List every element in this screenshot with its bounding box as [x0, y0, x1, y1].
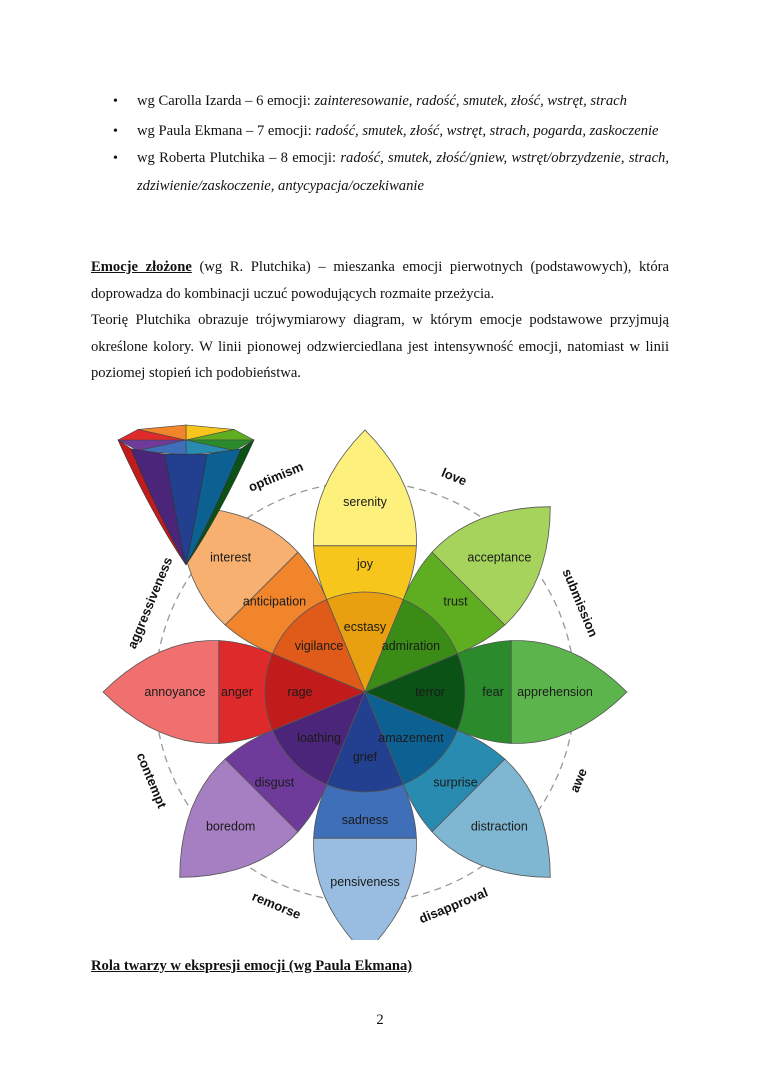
label-trust: trust [443, 594, 468, 609]
label-loathing: loathing [297, 730, 341, 745]
label-distraction: distraction [470, 819, 528, 834]
theory-emotions: radość, smutek, złość, wstręt, strach, pogarda, zaskoczenie [315, 122, 659, 139]
label-joy: joy [357, 557, 373, 571]
dyad-awe: awe [566, 766, 590, 795]
label-anger: anger [221, 685, 253, 699]
label-rage: rage [287, 685, 313, 699]
label-acceptance: acceptance [467, 550, 532, 565]
label-surprise: surprise [433, 775, 478, 790]
list-item [91, 118, 669, 146]
label-admiration: admiration [381, 639, 441, 654]
bullet-icon: • [113, 123, 118, 139]
theory-prefix: wg Roberta Plutchika – 8 emocji: [137, 150, 341, 166]
petal-middle-joy [314, 546, 417, 600]
dyad-optimism: optimism [246, 458, 306, 495]
label-ecstasy: ecstasy [343, 620, 387, 634]
label-amazement: amazement [378, 730, 444, 745]
page-number: 2 [376, 1012, 384, 1028]
dyad-aggressiveness: aggressiveness [124, 554, 176, 651]
term-complex-emotions: Emocje złożone [91, 259, 192, 275]
petal-outer-sadness [314, 838, 417, 940]
section-heading: Rola twarzy w ekspresji emocji (wg Paula Ekmana) [91, 958, 413, 974]
dyad-remorse: remorse [250, 888, 304, 923]
label-serenity: serenity [343, 495, 387, 509]
label-boredom: boredom [205, 819, 256, 834]
dyad-love: love [439, 464, 470, 489]
theory-emotions: zainteresowanie, radość, smutek, złość, wstręt, strach [314, 93, 627, 109]
label-disgust: disgust [254, 775, 295, 790]
complex-emotions-paragraph [91, 254, 669, 387]
dyad-disapproval: disapproval [416, 884, 490, 927]
dyad-submission: submission [559, 566, 602, 640]
label-anticipation: anticipation [242, 594, 307, 609]
list-item [91, 88, 669, 116]
bullet-icon: • [113, 94, 118, 109]
label-apprehension: apprehension [517, 685, 593, 699]
bullet-icon: • [113, 151, 118, 166]
label-annoyance: annoyance [144, 685, 206, 699]
theory-prefix: wg Paula Ekmana – 7 emocji: [137, 122, 316, 139]
label-terror: terror [415, 685, 445, 699]
label-sadness: sadness [341, 813, 389, 827]
dyad-contempt: contempt [133, 750, 170, 811]
paragraph-text-2: Teorię Plutchika obrazuje trójwymiarowy diagram, w którym emocje podstawowe przyjmują określone kolory. W linii pionowej odzwierciedlana jest intensywność emocji, natomiast w linii poziomej stopień ich podobieństwa. [91, 312, 669, 381]
list-item [91, 145, 669, 200]
petal-middle-sadness [314, 784, 417, 838]
plutchik-wheel-diagram [95, 418, 635, 940]
theory-prefix: wg Carolla Izarda – 6 emocji: [137, 93, 315, 109]
emotion-theories-list [91, 88, 669, 200]
label-vigilance: vigilance [294, 639, 344, 654]
theory-emotions: radość, smutek, złość/gniew, wstręt/obrzydzenie, strach, zdziwienie/zaskoczenie, antycypacja/oczekiwanie [137, 150, 669, 194]
label-interest: interest [210, 550, 252, 565]
label-pensiveness: pensiveness [330, 875, 400, 889]
label-fear: fear [482, 685, 504, 699]
petal-outer-joy [314, 430, 417, 546]
label-grief: grief [352, 750, 378, 764]
paragraph-text: (wg R. Plutchika) – mieszanka emocji pierwotnych (podstawowych), która doprowadza do kombinacji uczuć powodujących rozmaite przeżycia. [91, 259, 669, 302]
